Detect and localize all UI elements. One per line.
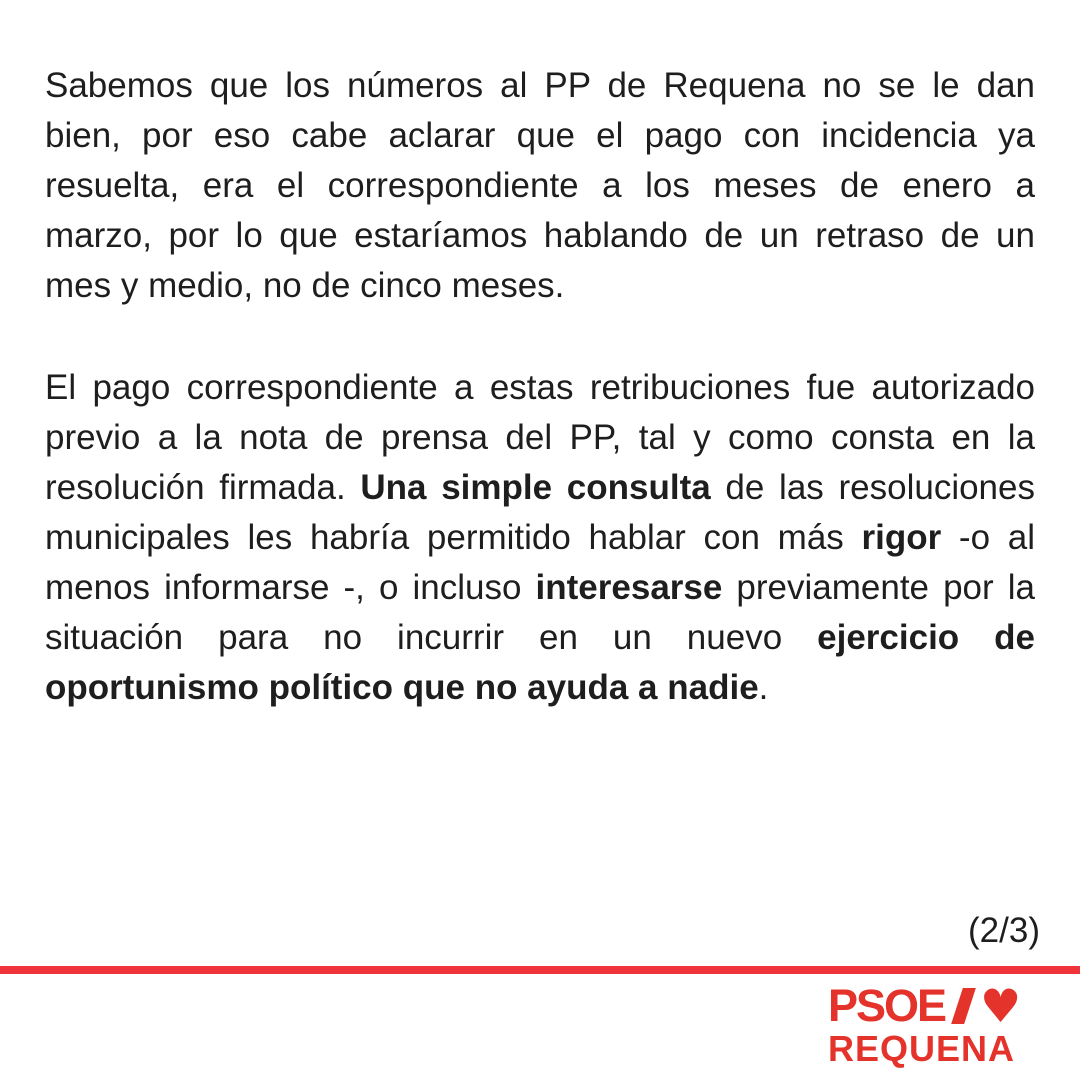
text-line: Sabemos que los números al PP de Requena no se le dan [45,66,1035,105]
slash-icon [951,988,976,1024]
text-line: resolución firmada. Una simple consulta de las resoluciones [45,468,1035,507]
text-line: oportunismo político que no ayuda a nadie. [45,668,769,707]
psoe-wordmark: PSOE [828,980,946,1031]
red-divider [0,966,1080,974]
heart-icon: ♥ [980,979,1022,1033]
text-line: mes y medio, no de cinco meses. [45,266,565,305]
body-text [45,61,1035,713]
brand-location: REQUENA [828,1028,1016,1069]
page-indicator: (2/3) [968,911,1040,950]
text-line: municipales les habría permitido hablar con más rigor -o al [45,518,1035,557]
paragraph [45,61,1035,311]
brand-logo-row [828,979,1022,1033]
text-line: bien, por eso cabe aclarar que el pago con incidencia ya [45,116,1035,155]
text-line: menos informarse -, o incluso interesarse previamente por la [45,568,1035,607]
text-line: El pago correspondiente a estas retribuciones fue autorizado [45,368,1035,407]
brand-footer [828,979,1022,1069]
text-line: marzo, por lo que estaríamos hablando de un retraso de un [45,216,1035,255]
paragraph [45,363,1035,713]
text-line: situación para no incurrir en un nuevo ejercicio de [45,618,1035,657]
text-line: resuelta, era el correspondiente a los meses de enero a [45,166,1035,205]
text-line: previo a la nota de prensa del PP, tal y como consta en la [45,418,1035,457]
